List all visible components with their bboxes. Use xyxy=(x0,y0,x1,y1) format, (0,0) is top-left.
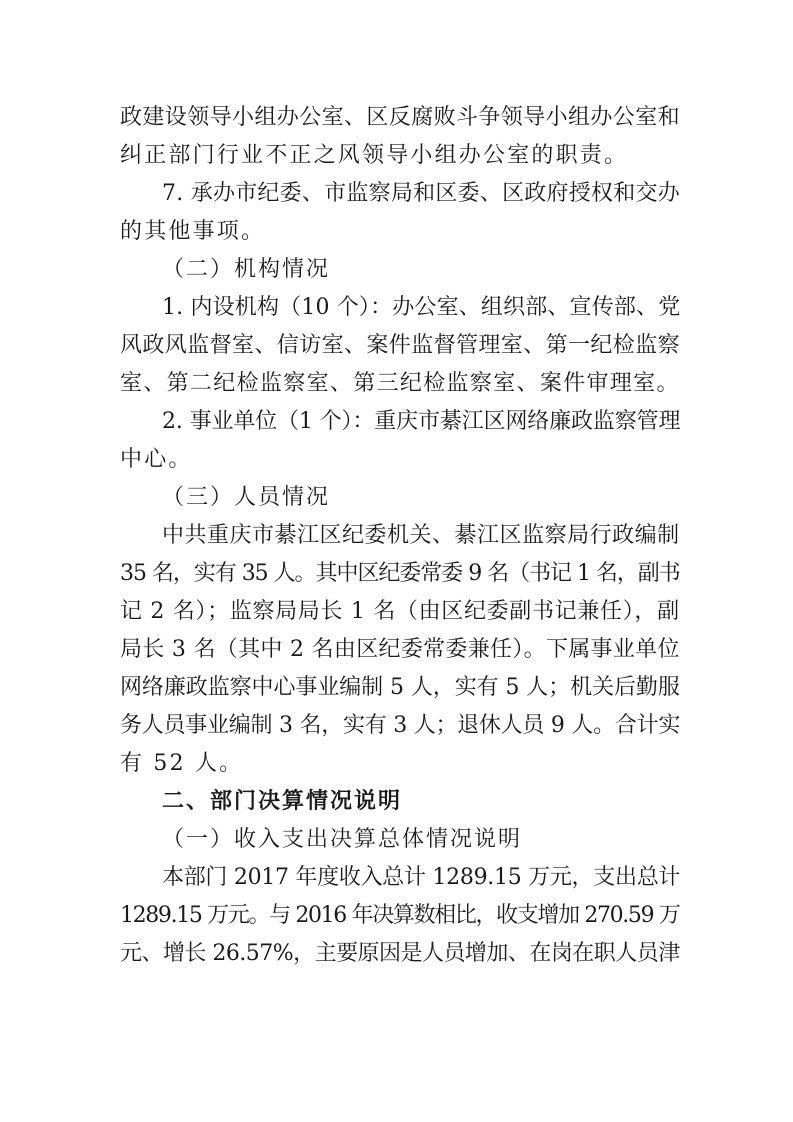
body-text-line: 元、增长 26.57%，主要原因是人员增加、在岗在职人员津 xyxy=(120,941,680,966)
body-text-line: 中心。 xyxy=(120,447,193,472)
body-text-line: 风政风监督室、信访室、案件监督管理室、第一纪检监察 xyxy=(120,333,681,358)
section-subheading: （一）收入支出决算总体情况说明 xyxy=(162,827,523,852)
section-heading: 二、部门决算情况说明 xyxy=(162,789,403,814)
section-subheading: （三）人员情况 xyxy=(162,485,331,510)
section-subheading: （二）机构情况 xyxy=(162,257,331,282)
body-text-line: 有 52 人。 xyxy=(120,751,244,776)
body-text-line: 1. 内设机构（10 个）：办公室、组织部、宣传部、党 xyxy=(162,295,681,320)
body-text-line: 记 2 名）；监察局局长 1 名（由区纪委副书记兼任），副 xyxy=(120,599,680,624)
body-text-line: 本部门 2017 年度收入总计 1289.15 万元，支出总计 xyxy=(162,865,681,890)
body-text-line: 务人员事业编制 3 名，实有 3 人；退休人员 9 人。合计实 xyxy=(120,713,681,738)
body-text-line: 政建设领导小组办公室、区反腐败斗争领导小组办公室和 xyxy=(120,105,681,130)
body-text-line: 网络廉政监察中心事业编制 5 人，实有 5 人；机关后勤服 xyxy=(120,675,680,700)
body-text-line: 1289.15 万元。与 2016 年决算数相比，收支增加 270.59 万 xyxy=(120,903,680,928)
body-text-line: 35 名，实有 35 人。其中区纪委常委 9 名（书记 1 名，副书 xyxy=(120,561,680,586)
body-text-line: 的其他事项。 xyxy=(120,219,266,244)
body-text-line: 2. 事业单位（1 个）：重庆市綦江区网络廉政监察管理 xyxy=(162,409,681,434)
body-text-line: 中共重庆市綦江区纪委机关、綦江区监察局行政编制 xyxy=(162,523,680,548)
body-text-line: 室、第二纪检监察室、第三纪检监察室、案件审理室。 xyxy=(120,371,680,396)
body-text-line: 局长 3 名（其中 2 名由区纪委常委兼任）。下属事业单位 xyxy=(120,637,680,662)
body-text-line: 7. 承办市纪委、市监察局和区委、区政府授权和交办 xyxy=(162,181,680,206)
body-text-line: 纠正部门行业不正之风领导小组办公室的职责。 xyxy=(120,143,629,168)
